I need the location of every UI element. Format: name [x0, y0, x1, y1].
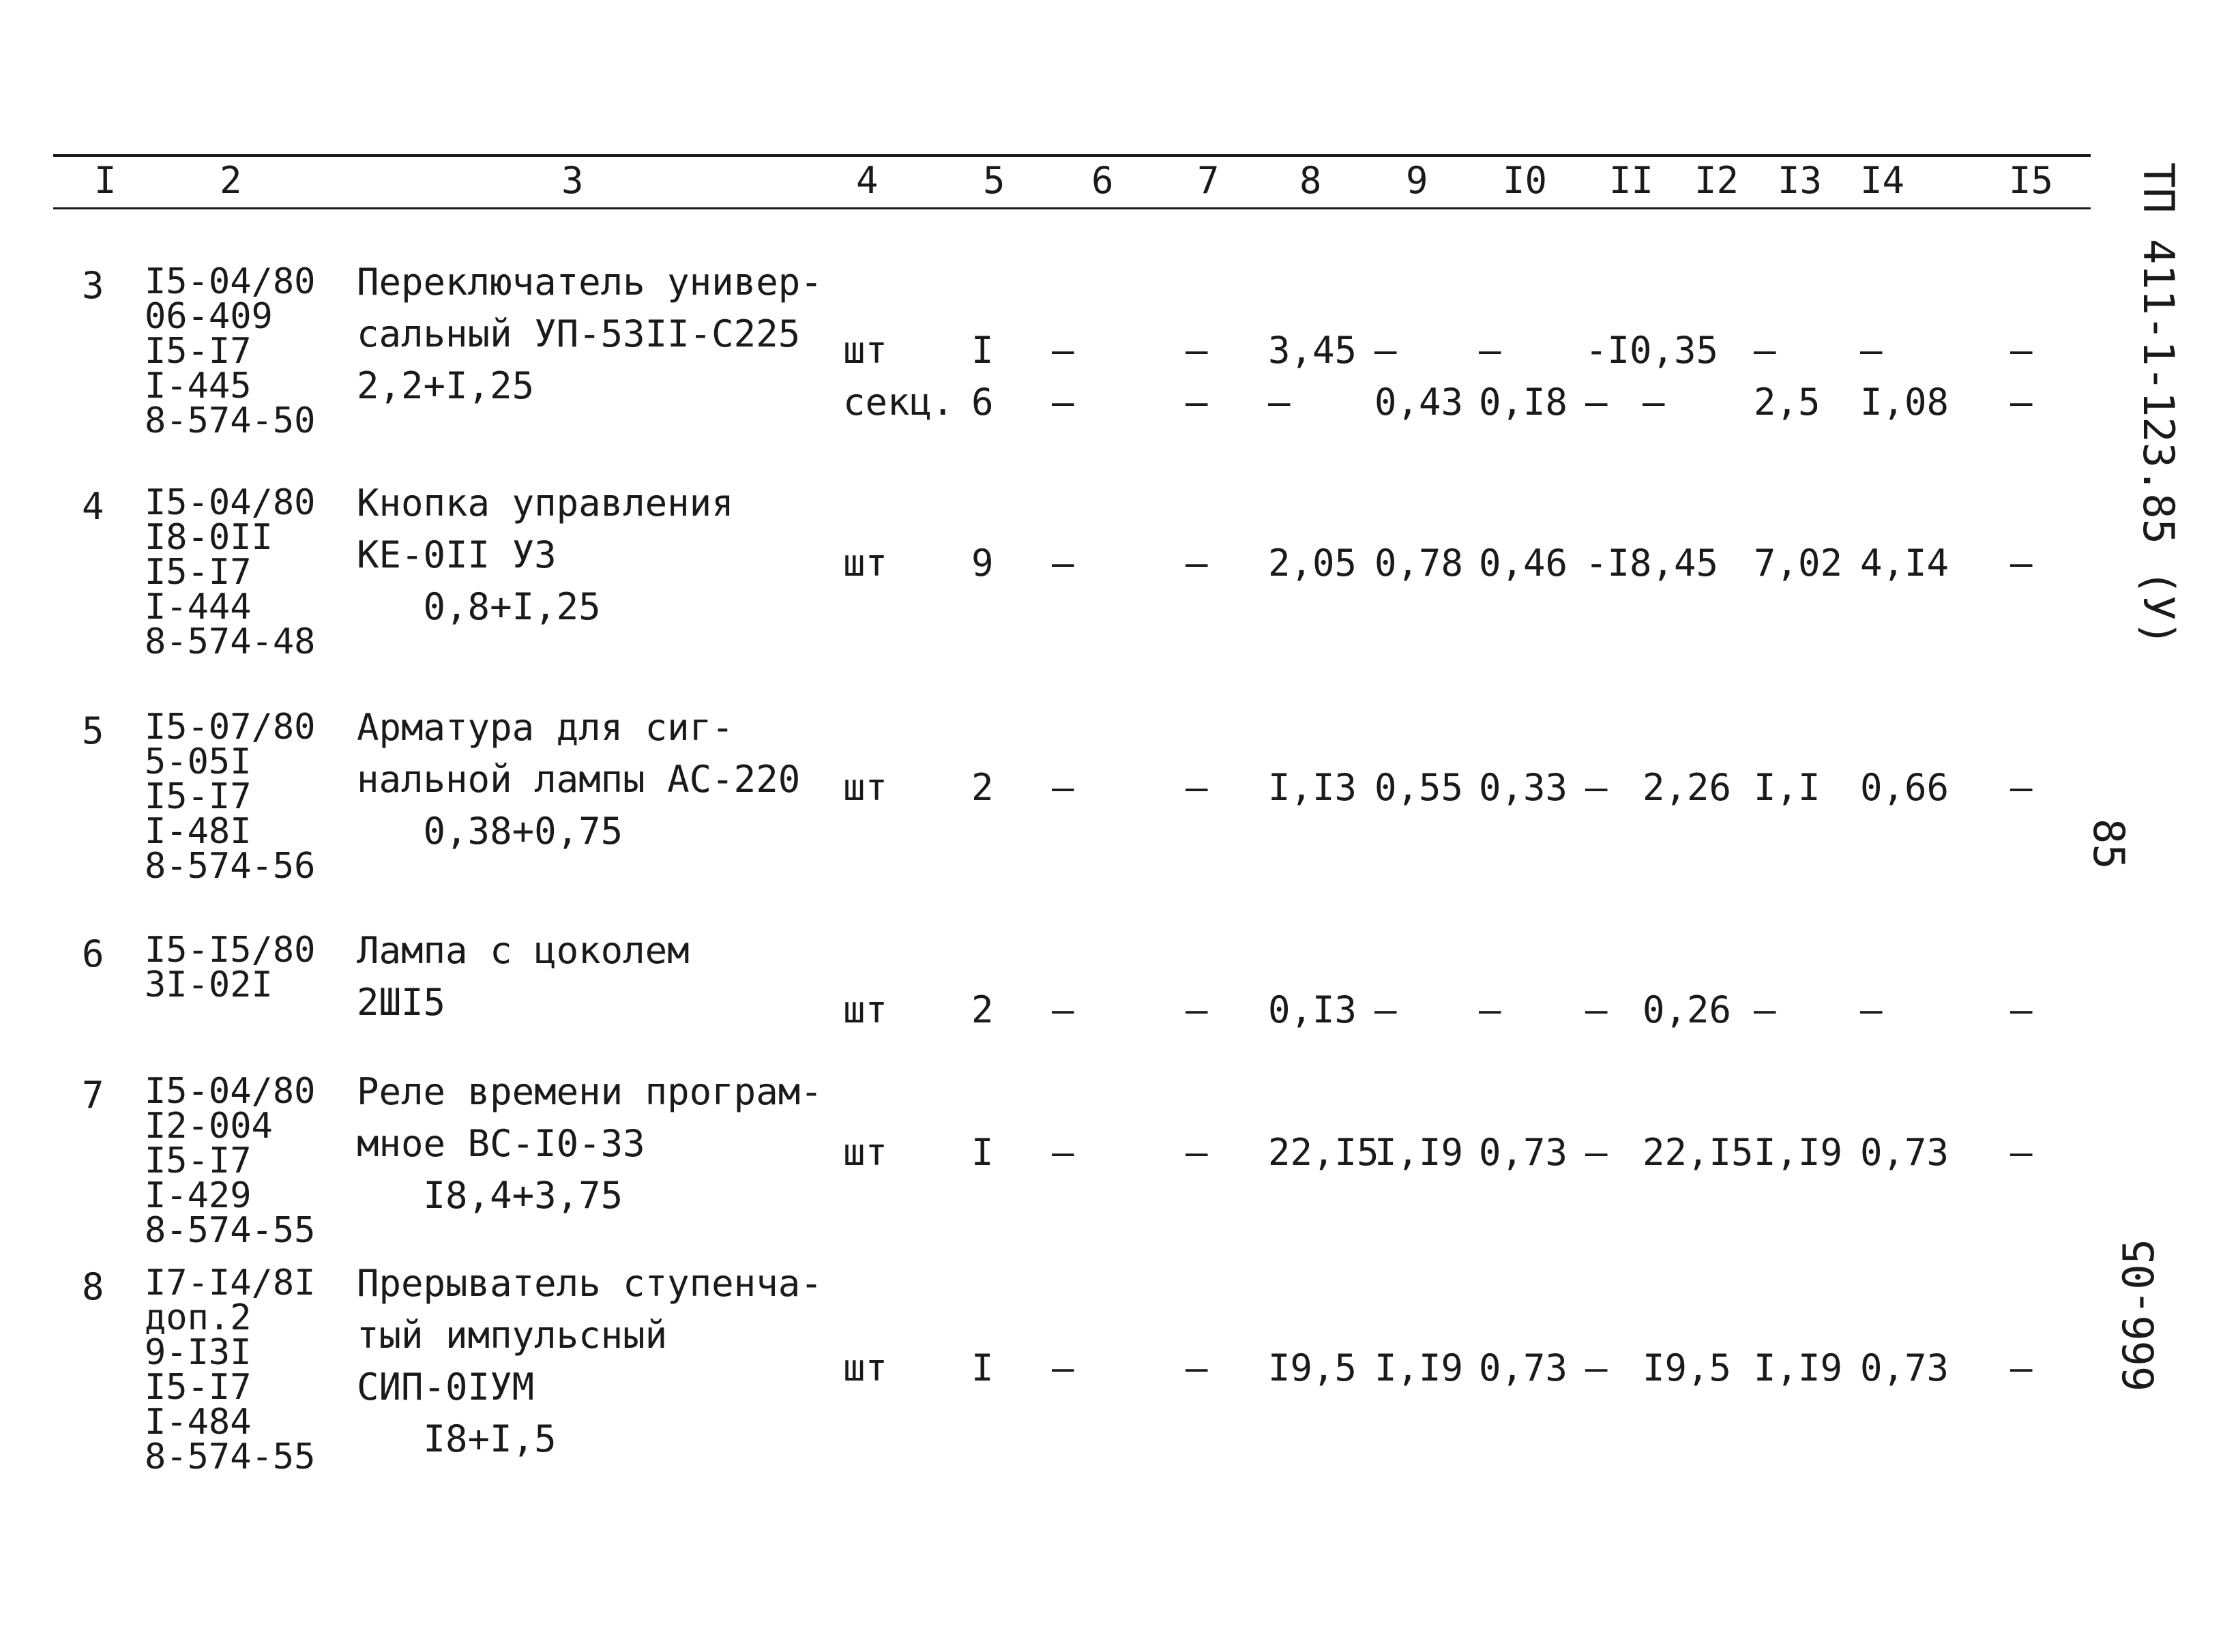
description-line: 0,38+0,75: [357, 810, 623, 853]
row-number: 4: [82, 485, 104, 528]
cell-c5: I: [971, 1131, 994, 1174]
cell-c9: I,I9: [1374, 1346, 1464, 1389]
cell-c4: шт: [843, 1131, 888, 1174]
description-line: мное ВС-I0-33: [357, 1122, 645, 1165]
column-header: 8: [1299, 159, 1322, 202]
cell-c10: 0,73: [1479, 1131, 1568, 1174]
album-number: 666-05: [2114, 1239, 2164, 1391]
catalog-code: I5-I7: [145, 1140, 252, 1181]
cell-c13: 7,02: [1754, 542, 1843, 585]
cell-c11: –: [1585, 988, 1608, 1031]
cell-c10: –: [1479, 329, 1501, 372]
cell-c12: I9,5: [1643, 1346, 1732, 1389]
cell-c14: 0,73: [1860, 1131, 1949, 1174]
description-line: I8,4+3,75: [357, 1174, 623, 1217]
row-number: 3: [82, 264, 104, 307]
cell-c4: шт: [843, 766, 888, 809]
cell-c11: –: [1585, 381, 1608, 424]
catalog-code: I5-04/80: [145, 1071, 316, 1112]
description-line: КЕ-0II У3: [357, 533, 557, 576]
cell-c15: –: [2010, 1346, 2033, 1389]
catalog-code: 8-574-56: [145, 846, 316, 887]
cell-c10: 0,I8: [1479, 381, 1568, 424]
cell-c6: –: [1052, 329, 1074, 372]
catalog-code: 5-05I: [145, 741, 252, 782]
catalog-code: I7-I4/8I: [145, 1263, 316, 1303]
column-header: I0: [1503, 159, 1548, 202]
catalog-codes: [145, 1263, 316, 1477]
cell-c13: –: [1754, 329, 1776, 372]
column-header: 9: [1406, 159, 1428, 202]
item-description: [357, 1066, 823, 1222]
cell-c11: -I8,45: [1585, 542, 1719, 585]
column-header: 5: [983, 159, 1005, 202]
catalog-code: 8-574-50: [145, 400, 316, 441]
cell-c11: –: [1585, 766, 1608, 809]
description-line: 0,8+I,25: [357, 585, 601, 628]
description-line: тый импульсный: [357, 1314, 668, 1357]
catalog-code: I5-I5/80: [145, 930, 316, 971]
cell-c15: –: [2010, 1131, 2033, 1174]
cell-c6: –: [1052, 542, 1074, 585]
cell-c7: –: [1186, 381, 1208, 424]
catalog-code: 06-409: [145, 296, 273, 337]
catalog-code: 8-574-55: [145, 1210, 316, 1251]
cell-c5: 2: [971, 766, 994, 809]
cell-c10: –: [1479, 988, 1501, 1031]
cell-c14: –: [1860, 988, 1883, 1031]
cell-c9: 0,78: [1374, 542, 1464, 585]
catalog-code: 8-574-48: [145, 621, 316, 662]
item-description: [357, 702, 800, 857]
item-description: [357, 477, 734, 633]
row-number: 7: [82, 1074, 104, 1117]
row-number: 8: [82, 1265, 104, 1308]
cell-c6: –: [1052, 1131, 1074, 1174]
cell-c14: I,08: [1860, 381, 1949, 424]
column-header: I5: [2009, 159, 2054, 202]
page-number: 85: [2084, 818, 2134, 870]
catalog-code: I5-I7: [145, 552, 252, 593]
catalog-code: I-484: [145, 1402, 252, 1443]
cell-c15: –: [2010, 381, 2033, 424]
cell-c4: шт: [843, 329, 888, 372]
description-line: Прерыватель ступенча-: [357, 1262, 823, 1305]
cell-c13: –: [1754, 988, 1776, 1031]
catalog-code: I-445: [145, 366, 252, 407]
catalog-code: I5-I7: [145, 331, 252, 372]
cell-c4: шт: [843, 542, 888, 585]
cell-c14: 0,66: [1860, 766, 1949, 809]
catalog-codes: [145, 482, 316, 662]
cell-c6: –: [1052, 766, 1074, 809]
catalog-codes: [145, 1071, 316, 1251]
catalog-code: I-48I: [145, 811, 252, 852]
cell-c7: –: [1186, 766, 1208, 809]
catalog-code: 8-574-55: [145, 1436, 316, 1477]
description-line: I8+I,5: [357, 1417, 557, 1460]
column-header: I2: [1694, 159, 1739, 202]
cell-c7: –: [1186, 1346, 1208, 1389]
cell-c15: –: [2010, 542, 2033, 585]
cell-c10: 0,73: [1479, 1346, 1568, 1389]
catalog-code: 9-I3I: [145, 1332, 252, 1373]
cell-c15: –: [2010, 329, 2033, 372]
description-line: Арматура для сиг-: [357, 706, 734, 749]
cell-c7: –: [1186, 542, 1208, 585]
cell-c6: –: [1052, 381, 1074, 424]
cell-c11: –: [1585, 1131, 1608, 1174]
cell-c7: –: [1186, 1131, 1208, 1174]
catalog-code: I-444: [145, 587, 252, 628]
column-header: I4: [1860, 159, 1905, 202]
cell-c5: 2: [971, 988, 994, 1031]
cell-c14: –: [1860, 329, 1883, 372]
column-header: II: [1609, 159, 1654, 202]
cell-c8: I,I3: [1268, 766, 1357, 809]
header-rule: [53, 207, 2091, 209]
row-number: 5: [82, 709, 104, 752]
cell-c14: 4,I4: [1860, 542, 1949, 585]
cell-c13: 2,5: [1754, 381, 1821, 424]
document-code: ТП 411-1-123.85 (У): [2134, 162, 2183, 647]
description-line: Переключатель универ-: [357, 261, 823, 304]
description-line: Лампа с цоколем: [357, 929, 690, 972]
description-line: нальной лампы АС-220: [357, 758, 801, 801]
description-line: СИП-0IУМ: [357, 1366, 535, 1408]
cell-c7: –: [1186, 988, 1208, 1031]
cell-c9: –: [1374, 329, 1397, 372]
description-line: сальный УП-53II-С225: [357, 312, 801, 355]
cell-c8: I9,5: [1268, 1346, 1357, 1389]
catalog-code: I5-I7: [145, 1367, 252, 1408]
column-header: 7: [1197, 159, 1220, 202]
catalog-code: I5-I7: [145, 776, 252, 817]
cell-c7: –: [1186, 329, 1208, 372]
cell-c12: 0,26: [1643, 988, 1732, 1031]
item-description: [357, 1258, 823, 1465]
cell-c13: I,I: [1754, 766, 1821, 809]
catalog-codes: [145, 261, 316, 441]
cell-c5: I: [971, 329, 994, 372]
column-header: 4: [856, 159, 879, 202]
column-header: 6: [1091, 159, 1114, 202]
cell-c14: 0,73: [1860, 1346, 1949, 1389]
column-header: 2: [220, 159, 242, 202]
description-line: 2,2+I,25: [357, 364, 535, 407]
cell-c9: 0,43: [1374, 381, 1464, 424]
cell-c8: 3,45: [1268, 329, 1357, 372]
cell-c10: 0,33: [1479, 766, 1568, 809]
column-header: 3: [561, 159, 584, 202]
cell-c5: 9: [971, 542, 994, 585]
item-description: [357, 925, 690, 1029]
catalog-code: I2-004: [145, 1106, 273, 1147]
cell-c6: –: [1052, 988, 1074, 1031]
cell-c12: 22,I5: [1643, 1131, 1754, 1174]
description-line: 2ШI5: [357, 981, 446, 1024]
catalog-code: 3I-02I: [145, 964, 273, 1005]
row-number: 6: [82, 932, 104, 975]
description-line: Кнопка управления: [357, 482, 734, 525]
cell-c15: –: [2010, 766, 2033, 809]
catalog-code: I5-04/80: [145, 261, 316, 302]
catalog-code: I-429: [145, 1175, 252, 1216]
catalog-code: I5-04/80: [145, 482, 316, 523]
cell-c11: -I0,35: [1585, 329, 1719, 372]
cell-c4: секц.: [843, 381, 954, 424]
cell-c5: I: [971, 1346, 994, 1389]
catalog-code: I8-0II: [145, 517, 273, 558]
cell-c10: 0,46: [1479, 542, 1568, 585]
catalog-codes: [145, 930, 316, 1005]
cell-c12: –: [1643, 381, 1665, 424]
cell-c13: I,I9: [1754, 1346, 1843, 1389]
column-header: I3: [1778, 159, 1823, 202]
cell-c8: 0,I3: [1268, 988, 1357, 1031]
description-line: Реле времени програм-: [357, 1070, 823, 1113]
cell-c9: I,I9: [1374, 1131, 1464, 1174]
cell-c13: I,I9: [1754, 1131, 1843, 1174]
cell-c4: шт: [843, 988, 888, 1031]
catalog-code: I5-07/80: [145, 707, 316, 748]
item-description: [357, 256, 823, 412]
cell-c15: –: [2010, 988, 2033, 1031]
catalog-codes: [145, 707, 316, 887]
cell-c4: шт: [843, 1346, 888, 1389]
cell-c8: 22,I5: [1268, 1131, 1379, 1174]
catalog-code: доп.2: [145, 1297, 252, 1338]
cell-c8: –: [1268, 381, 1291, 424]
top-rule: [53, 154, 2091, 157]
cell-c9: –: [1374, 988, 1397, 1031]
cell-c5: 6: [971, 381, 994, 424]
cell-c6: –: [1052, 1346, 1074, 1389]
cell-c12: 2,26: [1643, 766, 1732, 809]
cell-c9: 0,55: [1374, 766, 1464, 809]
column-header: I: [94, 159, 117, 202]
cell-c11: –: [1585, 1346, 1608, 1389]
cell-c8: 2,05: [1268, 542, 1357, 585]
